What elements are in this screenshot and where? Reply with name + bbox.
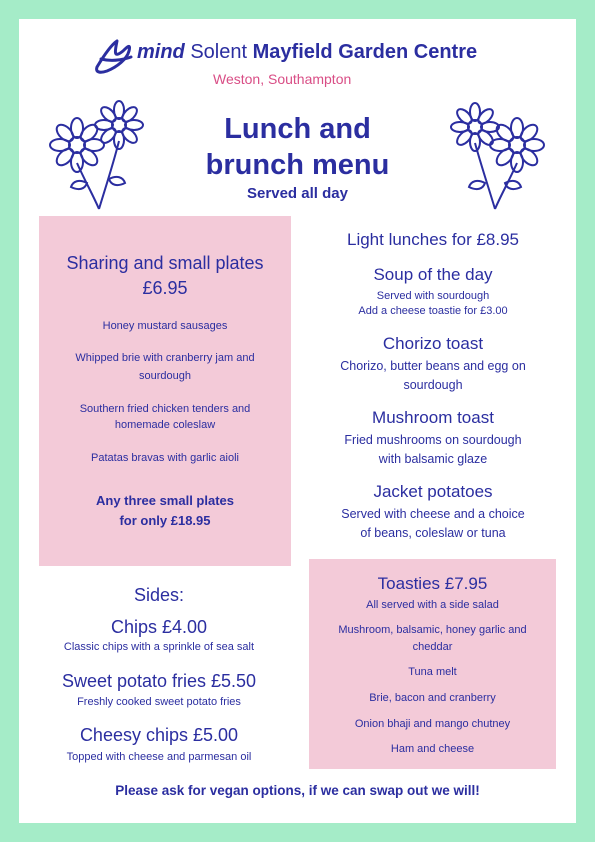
dish-description: of beans, coleslaw or tuna	[360, 526, 506, 540]
sharing-heading	[43, 251, 287, 301]
dish-description: with balsamic glaze	[378, 452, 488, 466]
dish-description: Chorizo, butter beans and egg on	[340, 359, 526, 373]
brand-logo-word: mind	[137, 41, 185, 63]
toasties-subheading: All served with a side salad	[366, 599, 499, 611]
list-item: Tuna melt	[408, 666, 457, 678]
list-item: homemade coleslaw	[114, 419, 216, 431]
side-name: Cheesy chips £5.00	[79, 725, 239, 745]
served-all-day: Served all day	[247, 185, 348, 202]
dish-description: Add a cheese toastie for £3.00	[358, 305, 508, 317]
menu-title-line2: brunch menu	[205, 149, 390, 181]
dish-description: sourdough	[403, 378, 463, 392]
menu-title-line1: Lunch and	[224, 113, 371, 145]
list-item: Southern fried chicken tenders and	[79, 403, 251, 415]
menu-page	[19, 19, 576, 823]
location-text: Weston, Southampton	[213, 71, 352, 87]
vegan-note: Please ask for vegan options, if we can swap out we will!	[115, 783, 480, 798]
menu-title	[159, 111, 436, 183]
brand-title	[137, 41, 477, 64]
list-item: Mushroom, balsamic, honey garlic and	[338, 624, 527, 636]
daisy-flowers-icon	[447, 99, 547, 211]
dish-name: Jacket potatoes	[373, 482, 493, 501]
sharing-heading-line1: Sharing and small plates	[66, 253, 264, 273]
sharing-price: £6.95	[142, 278, 188, 298]
deal-line2: for only £18.95	[119, 513, 211, 528]
list-item: Whipped brie with cranberry jam and	[75, 352, 255, 364]
daisy-flowers-icon	[47, 99, 147, 211]
light-lunches-heading: Light lunches for £8.95	[346, 230, 519, 249]
list-item: cheddar	[412, 641, 453, 653]
deal-line1: Any three small plates	[96, 493, 234, 508]
list-item: Ham and cheese	[390, 743, 475, 755]
side-description: Freshly cooked sweet potato fries	[77, 696, 241, 708]
toasties-heading: Toasties £7.95	[377, 574, 488, 593]
dish-description: Fried mushrooms on sourdough	[344, 433, 522, 447]
side-description: Classic chips with a sprinkle of sea salt	[63, 641, 255, 653]
brand-name: Mayfield Garden Centre	[252, 41, 478, 63]
dish-name: Chorizo toast	[382, 334, 484, 353]
side-name: Sweet potato fries £5.50	[61, 671, 257, 691]
list-item: Onion bhaji and mango chutney	[354, 718, 511, 730]
dish-description: Served with cheese and a choice	[341, 507, 525, 521]
sides-heading: Sides:	[133, 585, 185, 605]
deal-offer	[43, 491, 287, 531]
dish-description: Served with sourdough	[376, 290, 490, 302]
list-item: Patatas bravas with garlic aioli	[91, 452, 239, 464]
side-description: Topped with cheese and parmesan oil	[66, 751, 252, 763]
side-name: Chips £4.00	[110, 617, 208, 637]
brand-region: Solent	[190, 41, 248, 63]
list-item: sourdough	[139, 370, 191, 382]
list-item: Honey mustard sausages	[102, 320, 228, 332]
mind-logo-icon	[93, 37, 135, 77]
dish-name: Mushroom toast	[372, 408, 494, 427]
dish-name: Soup of the day	[373, 265, 493, 284]
list-item: Brie, bacon and cranberry	[369, 692, 496, 704]
